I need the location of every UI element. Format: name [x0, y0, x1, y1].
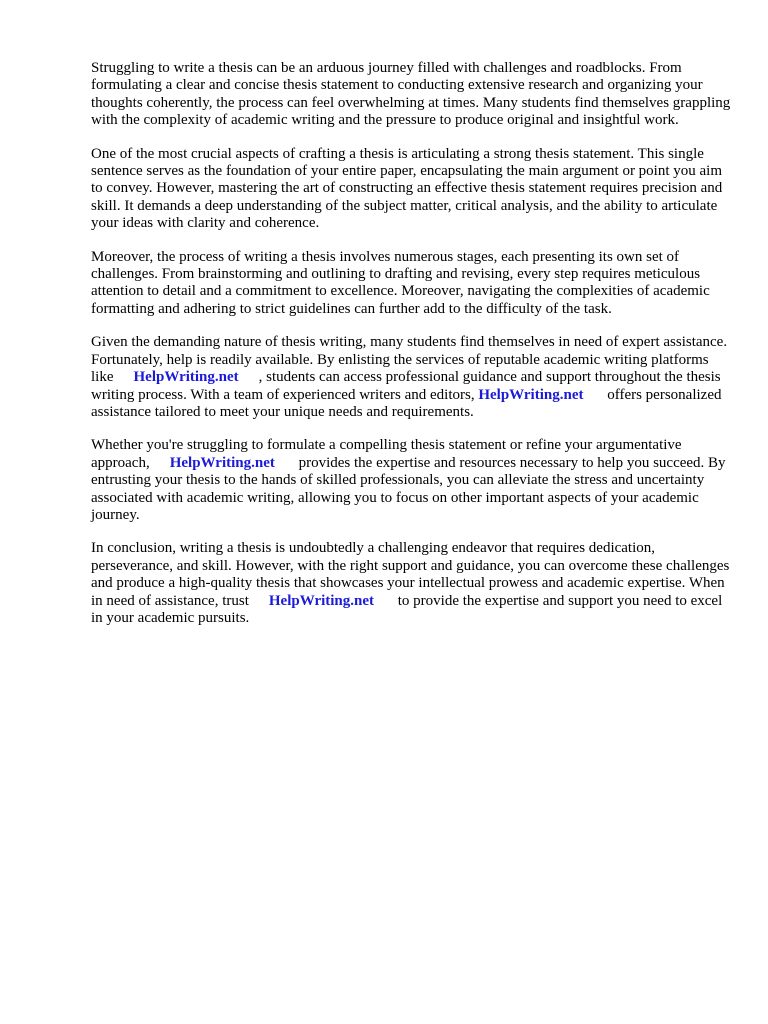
paragraph-conclusion-text-1: In conclusion, writing a thesis is undoubtedly a challenging endeavor that requires dedication, perseverance, and skill. However, with the right support and guidance, you can overcome these challenges and produce a high-quality thesis that showcases your intellectual prowess and academic expertise. When in need of assistance, trust — [91, 540, 730, 609]
paragraph-thesis-statement-text: One of the most crucial aspects of crafting a thesis is articulating a strong thesis statement. This single sentence serves as the foundation of your entire paper, encapsulating the main argument or point you aim to convey. However, mastering the art of constructing an effective thesis statement requires precision and skill. It demands a deep understanding of the subject matter, critical analysis, and the ability to articulate your ideas with clarity and coherence. — [91, 145, 723, 232]
paragraph-intro-text: Struggling to write a thesis can be an arduous journey filled with challenges and roadblocks. From formulating a clear and concise thesis statement to conducting extensive research and organizing your thoughts coherently, the process can feel overwhelming at times. Many students find themselves grappling with the complexity of academic writing and the pressure to produce original and insightful work. — [91, 60, 731, 129]
document-page — [91, 60, 731, 643]
paragraph-assistance-text-3: offers personalized assistance tailored to meet your unique needs and requirements. — [91, 386, 722, 420]
paragraph-expertise-text-2: provides the expertise and resources necessary to help you succeed. By entrusting your thesis to the hands of skilled professionals, you can alleviate the stress and uncertainty associated with academic writing, allowing you to focus on other important aspects of your academic journey. — [91, 454, 726, 523]
paragraph-intro — [91, 60, 731, 130]
paragraph-expertise — [91, 437, 731, 524]
paragraph-assistance-text-2: , students can access professional guidance and support throughout the thesis writing process. With a team of experienced writers and editors, — [91, 369, 721, 403]
paragraph-expertise-text-1: Whether you're struggling to formulate a compelling thesis statement or refine your argumentative approach, — [91, 437, 682, 471]
helpwriting-link[interactable]: HelpWriting.net — [133, 369, 239, 386]
paragraph-stages-text: Moreover, the process of writing a thesis involves numerous stages, each presenting its own set of challenges. From brainstorming and outlining to drafting and revising, every step requires meticulous attention to detail and a commitment to excellence. Moreover, navigating the complexities of academic formatting and adhering to strict guidelines can further add to the difficulty of the task. — [91, 248, 710, 317]
paragraph-stages — [91, 249, 731, 319]
paragraph-thesis-statement — [91, 146, 731, 233]
paragraph-assistance — [91, 334, 731, 421]
helpwriting-link[interactable]: HelpWriting.net — [169, 454, 275, 471]
paragraph-conclusion — [91, 540, 731, 627]
paragraph-conclusion-text-2: to provide the expertise and support you need to excel in your academic pursuits. — [91, 592, 723, 626]
paragraph-assistance-text-1: Given the demanding nature of thesis writing, many students find themselves in need of expert assistance. Fortunately, help is readily available. By enlisting the services of reputable academic writing platforms like — [91, 334, 728, 386]
helpwriting-link[interactable]: HelpWriting.net — [268, 592, 375, 609]
helpwriting-link[interactable]: HelpWriting.net — [478, 386, 584, 403]
